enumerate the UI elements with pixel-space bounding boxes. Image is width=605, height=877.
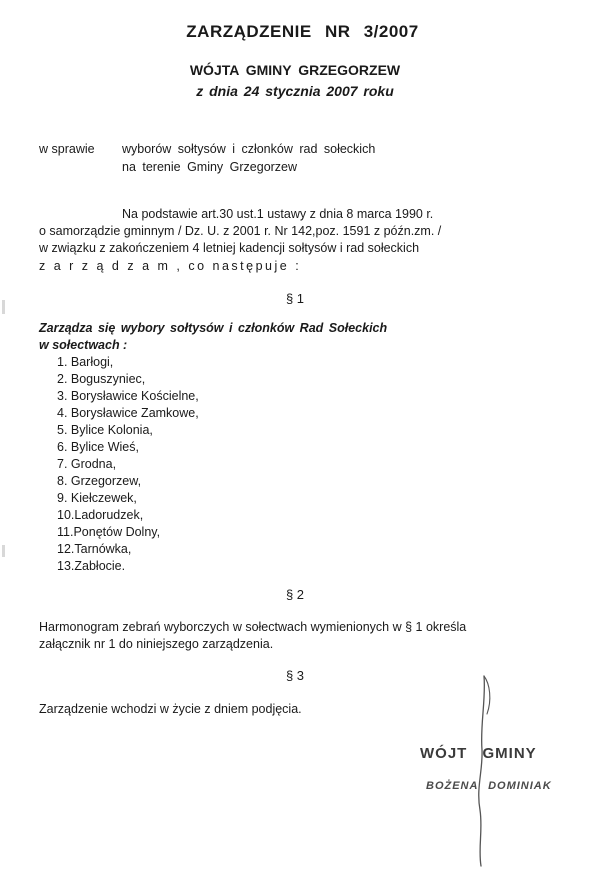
village-list bbox=[57, 354, 199, 575]
list-item: 12.Tarnówka, bbox=[57, 542, 132, 556]
list-item: 13.Zabłocie. bbox=[57, 559, 126, 573]
document-issuer: WÓJTA GMINY GRZEGORZEW bbox=[189, 62, 401, 78]
section-2-heading: § 2 bbox=[285, 587, 305, 602]
list-item: 2. Boguszyniec, bbox=[57, 372, 146, 386]
document-title: ZARZĄDZENIE NR 3/2007 bbox=[186, 22, 419, 41]
subject-label: w sprawie bbox=[39, 142, 95, 156]
section-1-lead-line-1: Zarządza się wybory sołtysów i członków Rad Sołeckich bbox=[39, 321, 388, 335]
handwritten-signature bbox=[440, 670, 520, 870]
list-item: 4. Borysławice Zamkowe, bbox=[57, 406, 199, 420]
legal-basis-line-2: o samorządzie gminnym / Dz. U. z 2001 r. Nr 142,poz. 1591 z późn.zm. / bbox=[39, 224, 442, 238]
section-2-line-2: załącznik nr 1 do niniejszego zarządzenia. bbox=[39, 637, 274, 651]
list-item: 7. Grodna, bbox=[57, 457, 117, 471]
list-item: 3. Borysławice Kościelne, bbox=[57, 389, 199, 403]
list-item: 9. Kiełczewek, bbox=[57, 491, 137, 505]
list-item: 11.Ponętów Dolny, bbox=[57, 525, 161, 539]
section-2-line-1: Harmonogram zebrań wyborczych w sołectwach wymienionych w § 1 określa bbox=[39, 620, 467, 634]
document-date: z dnia 24 stycznia 2007 roku bbox=[196, 83, 394, 99]
subject-line-2: na terenie Gminy Grzegorzew bbox=[122, 160, 298, 174]
section-1-heading: § 1 bbox=[285, 291, 305, 306]
list-item: 10.Ladorudzek, bbox=[57, 508, 144, 522]
list-item: 5. Bylice Kolonia, bbox=[57, 423, 153, 437]
section-1-lead-line-2: w sołectwach : bbox=[39, 338, 128, 352]
list-item: 1. Barłogi, bbox=[57, 355, 114, 369]
legal-basis-line-1: Na podstawie art.30 ust.1 ustawy z dnia 8 marca 1990 r. bbox=[122, 207, 434, 221]
section-3-heading: § 3 bbox=[285, 668, 305, 683]
scan-artifact bbox=[2, 545, 5, 557]
list-item: 6. Bylice Wieś, bbox=[57, 440, 139, 454]
list-item: 8. Grzegorzew, bbox=[57, 474, 142, 488]
subject-line-1: wyborów sołtysów i członków rad sołeckich bbox=[122, 142, 376, 156]
section-3-text: Zarządzenie wchodzi w życie z dniem podjęcia. bbox=[39, 702, 302, 716]
signatory-name-stamp: BOŻENA DOMINIAK bbox=[426, 780, 552, 792]
legal-basis-line-3: w związku z zakończeniem 4 letniej kadencji sołtysów i rad sołeckich bbox=[39, 241, 420, 255]
legal-basis-line-4: z a r z ą d z a m , co następuje : bbox=[39, 259, 302, 273]
signatory-title-stamp: WÓJT GMINY bbox=[420, 745, 537, 762]
